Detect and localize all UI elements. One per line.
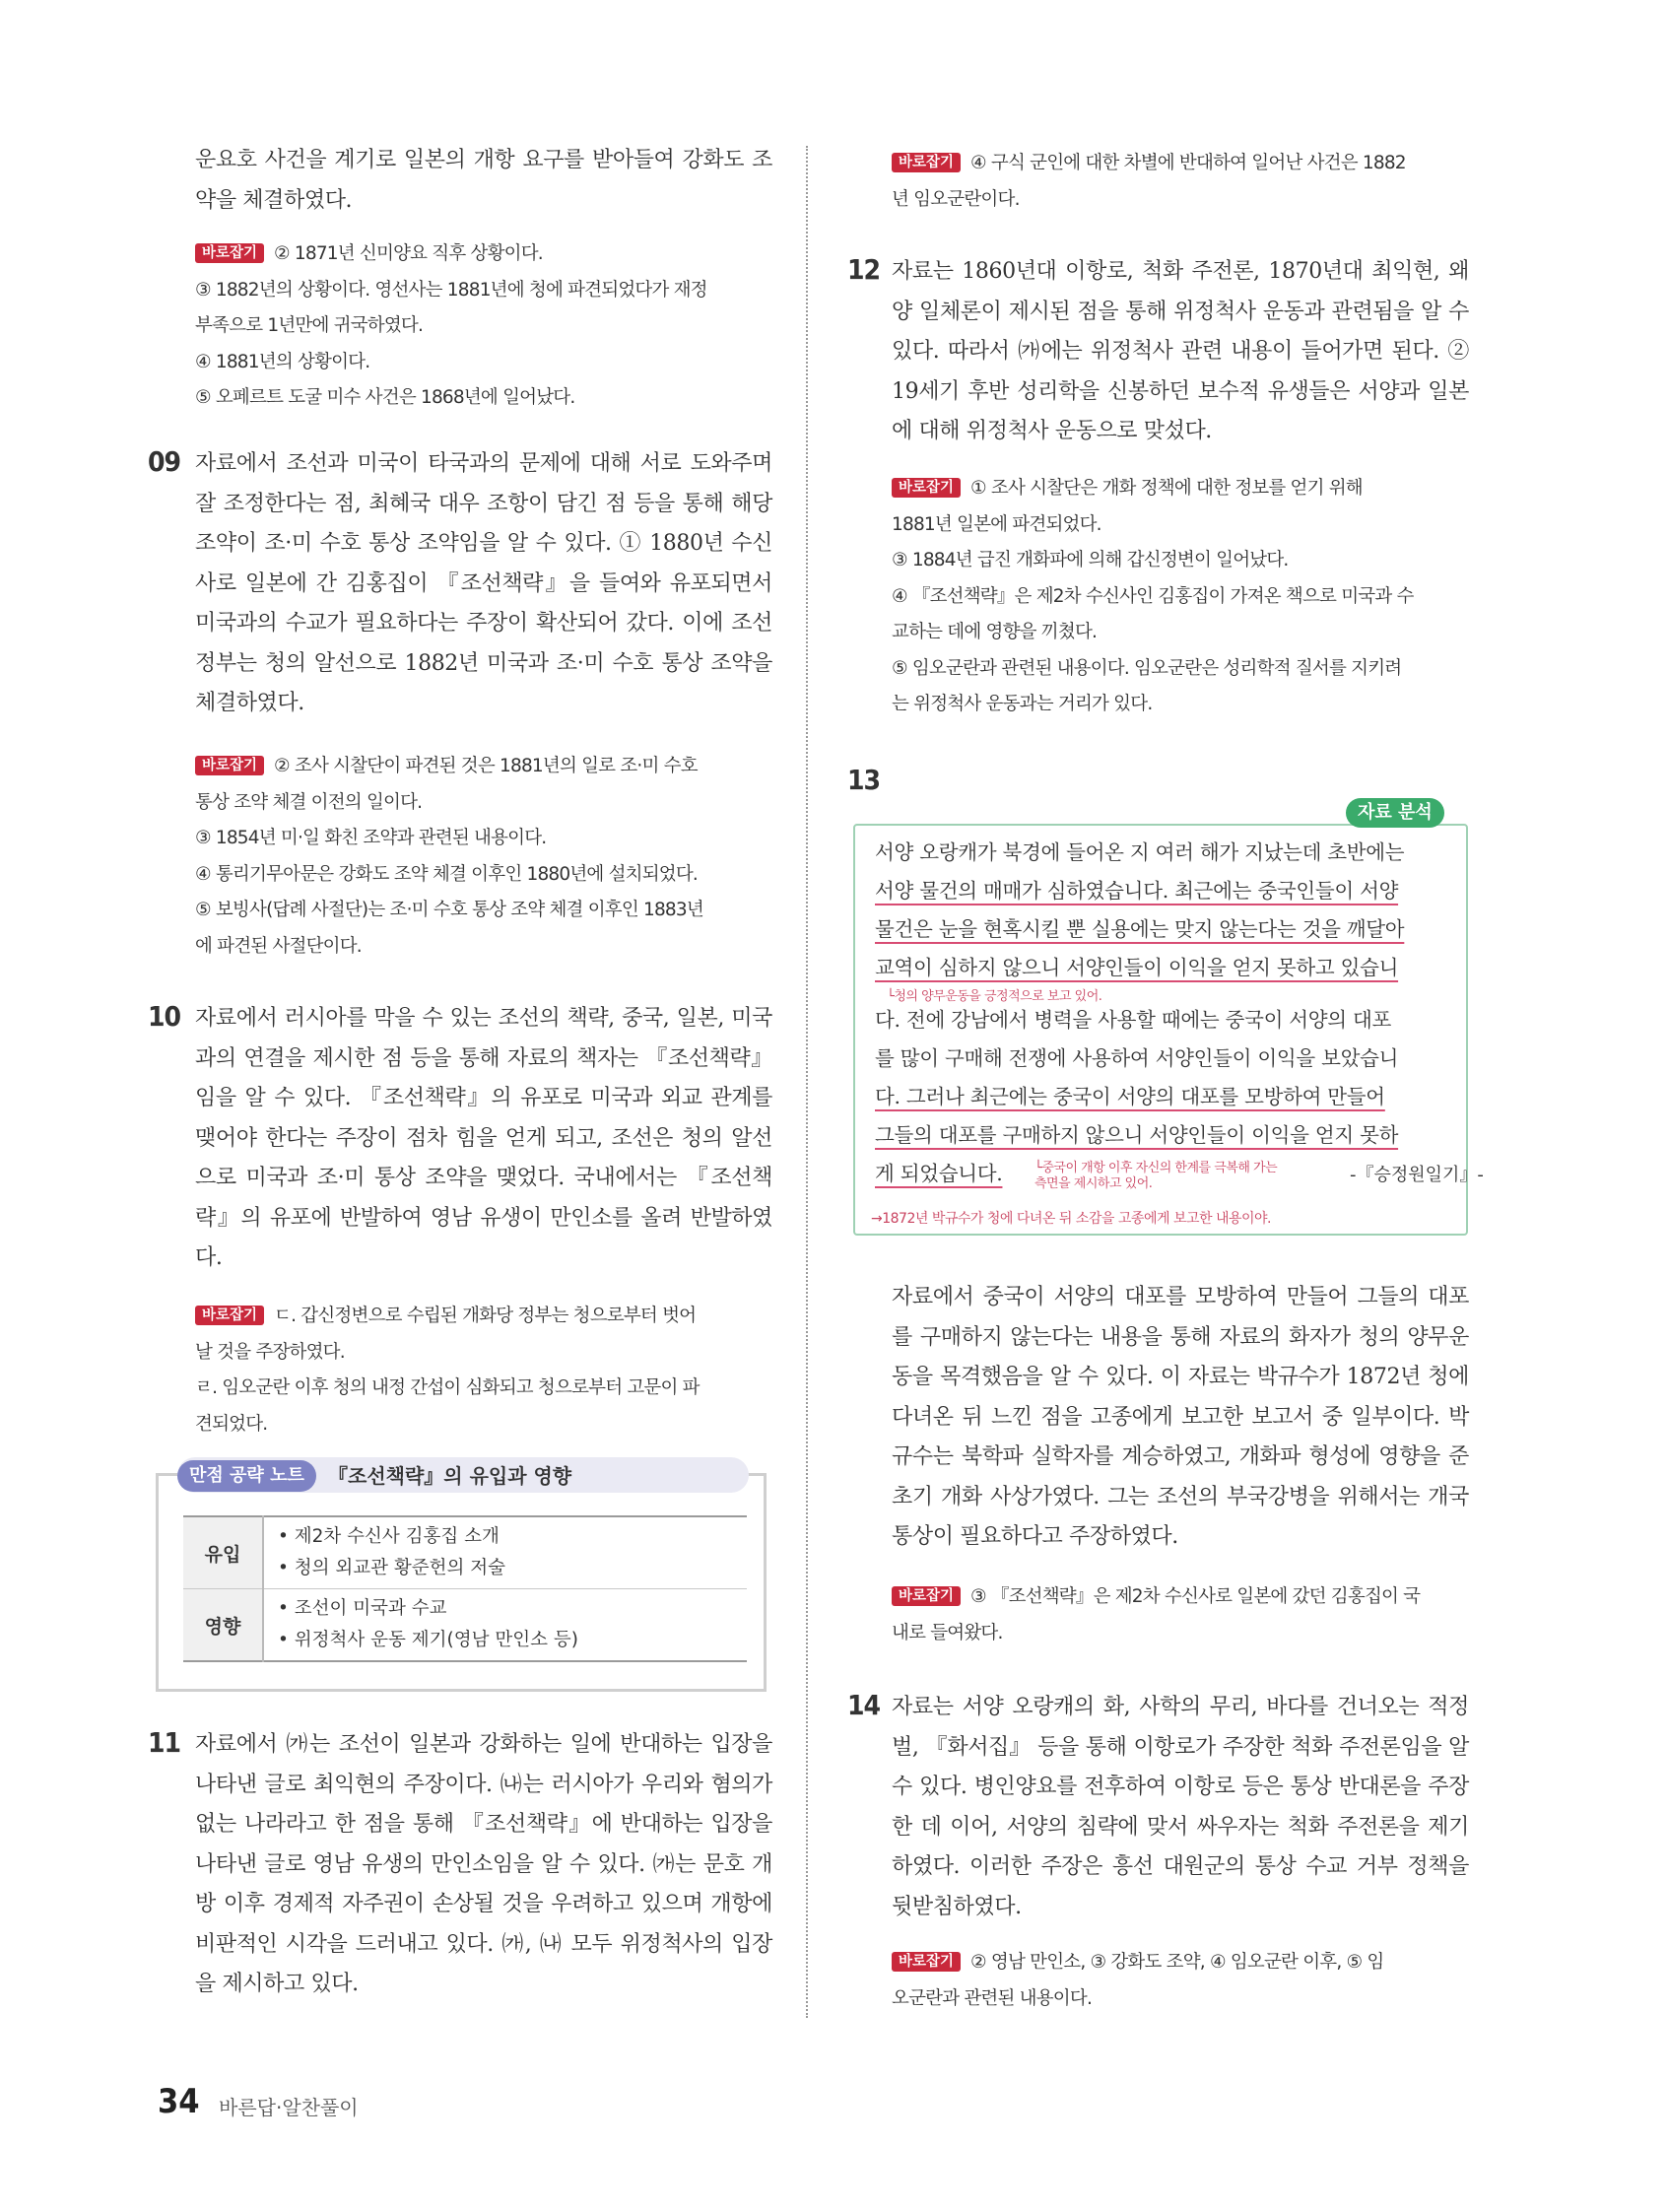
study-note-title: 『조선책략』의 유입과 영향 bbox=[328, 1464, 572, 1488]
correction-badge: 바로잡기 bbox=[892, 1586, 961, 1606]
row-header-inflow: 유입 bbox=[183, 1516, 263, 1589]
q12-explanation: 자료는 1860년대 이항로, 척화 주전론, 1870년대 최익현, 왜양 일체론이 제시된 점을 통해 위정척사 운동과 관련됨을 알 수 있다. 따라서 ㈎에는 위정척사 관련 내용이 들어가면 된다. ② 19세기 후반 성리학을 신봉하던 보수적 유생들은 서양과 일본에 대해 위정척사 운동으로 맞섰다. bbox=[892, 259, 1469, 443]
handwritten-annotation: →1872년 박규수가 청에 다녀온 뒤 소감을 고종에게 보고한 내용이야. bbox=[871, 1211, 1272, 1227]
correction-badge: 바로잡기 bbox=[892, 478, 961, 498]
correction-badge: 바로잡기 bbox=[195, 756, 264, 775]
book-title: 바른답·알찬풀이 bbox=[219, 2096, 359, 2119]
question-number-10: 10 bbox=[148, 1000, 181, 1033]
q14-correction-note: 바로잡기 ② 영남 만인소, ③ 강화도 조약, ④ 임오군란 이후, ⑤ 임 오군란과 관련된 내용이다. bbox=[892, 1952, 1384, 2009]
row-header-influence: 영향 bbox=[183, 1589, 263, 1662]
q11-explanation: 자료에서 ㈎는 조선이 일본과 강화하는 일에 반대하는 입장을 나타낸 글로 최익현의 주장이다. ㈏는 러시아가 우리와 혐의가 없는 나라라고 한 점을 통해 『조선책략』에 반대하는 입장을 나타낸 글로 영남 유생의 만인소임을 알 수 있다. ㈎는 문호 개방 이후 경제적 자주권이 손상될 것을 우려하고 있으며 개항에 비판적인 시각을 드러내고 있다. ㈎, ㈏ 모두 위정척사의 입장을 제시하고 있다. bbox=[195, 1732, 772, 1996]
top-correction-note: 바로잡기 ④ 구식 군인에 대한 차별에 반대하여 일어난 사건은 1882 년 임오군란이다. bbox=[892, 153, 1406, 210]
study-note-table bbox=[183, 1515, 747, 1662]
q10-explanation: 자료에서 러시아를 막을 수 있는 조선의 책략, 중국, 일본, 미국과의 연결을 제시한 점 등을 통해 자료의 책자는 『조선책략』임을 알 수 있다. 『조선책략』의 유포로 미국과 외교 관계를 맺어야 한다는 주장이 점차 힘을 얻게 되고, 조선은 청의 알선으로 미국과 조·미 통상 조약을 맺었다. 국내에서는 『조선책략』의 유포에 반발하여 영남 유생이 만인소를 올려 반발하였다. bbox=[195, 1006, 772, 1270]
question-number-09: 09 bbox=[148, 445, 181, 478]
q09-correction-note: 바로잡기 ② 조사 시찰단이 파견된 것은 1881년의 일로 조·미 수호 통상 조약 체결 이전의 일이다. ③ 1854년 미·일 화친 조약과 관련된 내용이다. ④ 통리기무아문은 강화도 조약 체결 이후인 1880년에 설치되었다. ⑤ 보빙사(답례 사절단)는 조·미 수호 통상 조약 체결 이후인 1883년 에 파견된 사절단이다. bbox=[195, 756, 703, 957]
intro-paragraph: 운요호 사건을 계기로 일본의 개항 요구를 받아들여 강화도 조약을 체결하였다. bbox=[195, 148, 772, 213]
handwritten-annotation: └중국이 개항 이후 자신의 한계를 극복해 가는 측면을 제시하고 있어. bbox=[1034, 1161, 1278, 1191]
column-divider bbox=[806, 146, 808, 2018]
correction-badge: 바로잡기 bbox=[195, 1306, 264, 1325]
question-number-13: 13 bbox=[847, 764, 881, 796]
question-number-11: 11 bbox=[148, 1726, 181, 1759]
page-number: 34 bbox=[158, 2082, 200, 2121]
correction-badge: 바로잡기 bbox=[892, 153, 961, 172]
source-analysis-tag: 자료 분석 bbox=[1346, 798, 1444, 828]
q14-explanation: 자료는 서양 오랑캐의 화, 사학의 무리, 바다를 건너오는 적정벌, 『화서집』 등을 통해 이항로가 주장한 척화 주전론임을 알 수 있다. 병인양요를 전후하여 이항로 등은 통상 반대론을 주장한 데 이어, 서양의 침략에 맞서 싸우자는 척화 주전론을 제기하였다. 이러한 주장은 흥선 대원군의 통상 수교 거부 정책을 뒷받침하였다. bbox=[892, 1695, 1469, 1919]
intro-correction-note: 바로잡기 ② 1871년 신미양요 직후 상황이다. ③ 1882년의 상황이다. 영선사는 1881년에 청에 파견되었다가 재정 부족으로 1년만에 귀국하였다. ④ 1881년의 상황이다. ⑤ 오페르트 도굴 미수 사건은 1868년에 일어났다. bbox=[195, 243, 707, 408]
table-row: 영향 • 조선이 미국과 수교 • 위정척사 운동 제기(영남 만인소 등) bbox=[183, 1589, 747, 1662]
correction-badge: 바로잡기 bbox=[892, 1952, 961, 1972]
correction-badge: 바로잡기 bbox=[195, 243, 264, 263]
q09-explanation: 자료에서 조선과 미국이 타국과의 문제에 대해 서로 도와주며 잘 조정한다는 점, 최혜국 대우 조항이 담긴 점 등을 통해 해당 조약이 조·미 수호 통상 조약임을 알 수 있다. ① 1880년 수신사로 일본에 간 김홍집이 『조선책략』을 들여와 유포되면서 미국과의 수교가 필요하다는 주장이 확산되어 갔다. 이에 조선 정부는 청의 알선으로 1882년 미국과 조·미 수호 통상 조약을 체결하였다. bbox=[195, 451, 772, 715]
q13-correction-note: 바로잡기 ③ 『조선책략』은 제2차 수신사로 일본에 갔던 김홍집이 국 내로 들여왔다. bbox=[892, 1586, 1421, 1643]
study-note-tab: 만점 공략 노트 bbox=[177, 1460, 316, 1492]
source-citation: -『승정원일기』- bbox=[1350, 1165, 1484, 1185]
q12-correction-note: 바로잡기 ① 조사 시찰단은 개화 정책에 대한 정보를 얻기 위해 1881년 일본에 파견되었다. ③ 1884년 급진 개화파에 의해 갑신정변이 일어났다. ④ 『조선책략』은 제2차 수신사인 김홍집이 가져온 책으로 미국과 수 교하는 데에 영향을 끼쳤다. ⑤ 임오군란과 관련된 내용이다. 임오군란은 성리학적 질서를 지키려 는 위정척사 운동과는 거리가 있다. bbox=[892, 478, 1414, 714]
q13-explanation: 자료에서 중국이 서양의 대포를 모방하여 만들어 그들의 대포를 구매하지 않는다는 내용을 통해 자료의 화자가 청의 양무운동을 목격했음을 알 수 있다. 이 자료는 박규수가 1872년 청에 다녀온 뒤 느낀 점을 고종에게 보고한 보고서 중 일부이다. 박규수는 북학파 실학자를 계승하였고, 개화파 형성에 영향을 준 초기 개화 사상가였다. 그는 조선의 부국강병을 위해서는 개국 통상이 필요하다고 주장하였다. bbox=[892, 1285, 1469, 1549]
table-row: 유입 • 제2차 수신사 김홍집 소개 • 청의 외교관 황준헌의 저술 bbox=[183, 1516, 747, 1589]
question-number-14: 14 bbox=[847, 1689, 881, 1721]
q10-correction-note: 바로잡기 ㄷ. 갑신정변으로 수립된 개화당 정부는 청으로부터 벗어 날 것을 주장하였다. ㄹ. 임오군란 이후 청의 내정 간섭이 심화되고 청으로부터 고문이 파 견되었다. bbox=[195, 1306, 700, 1435]
source-text: 서양 오랑캐가 북경에 들어온 지 여러 해가 지났는데 초반에는 서양 물건의 매매가 심하였습니다. 최근에는 중국인들이 서양 물건은 눈을 현혹시킬 뿐 실용에는 맞지 않는다는 것을 깨달아 교역이 심하지 않으니 서양인들이 이익을 얻지 못하고 있습니 다. 전에 강남에서 병력을 사용할 때에는 중국이 서양의 대포 를 많이 구매해 전쟁에 사용하여 서양인들이 이익을 보았습니 다. 그러나 최근에는 중국이 서양의 대포를 모방하여 만들어 그들의 대포를 구매하지 않으니 서양인들이 이익을 얻지 못하 게 되었습니다. bbox=[875, 840, 1405, 1185]
handwritten-annotation: └청의 양무운동을 긍정적으로 보고 있어. bbox=[887, 989, 1102, 1004]
question-number-12: 12 bbox=[847, 253, 881, 286]
